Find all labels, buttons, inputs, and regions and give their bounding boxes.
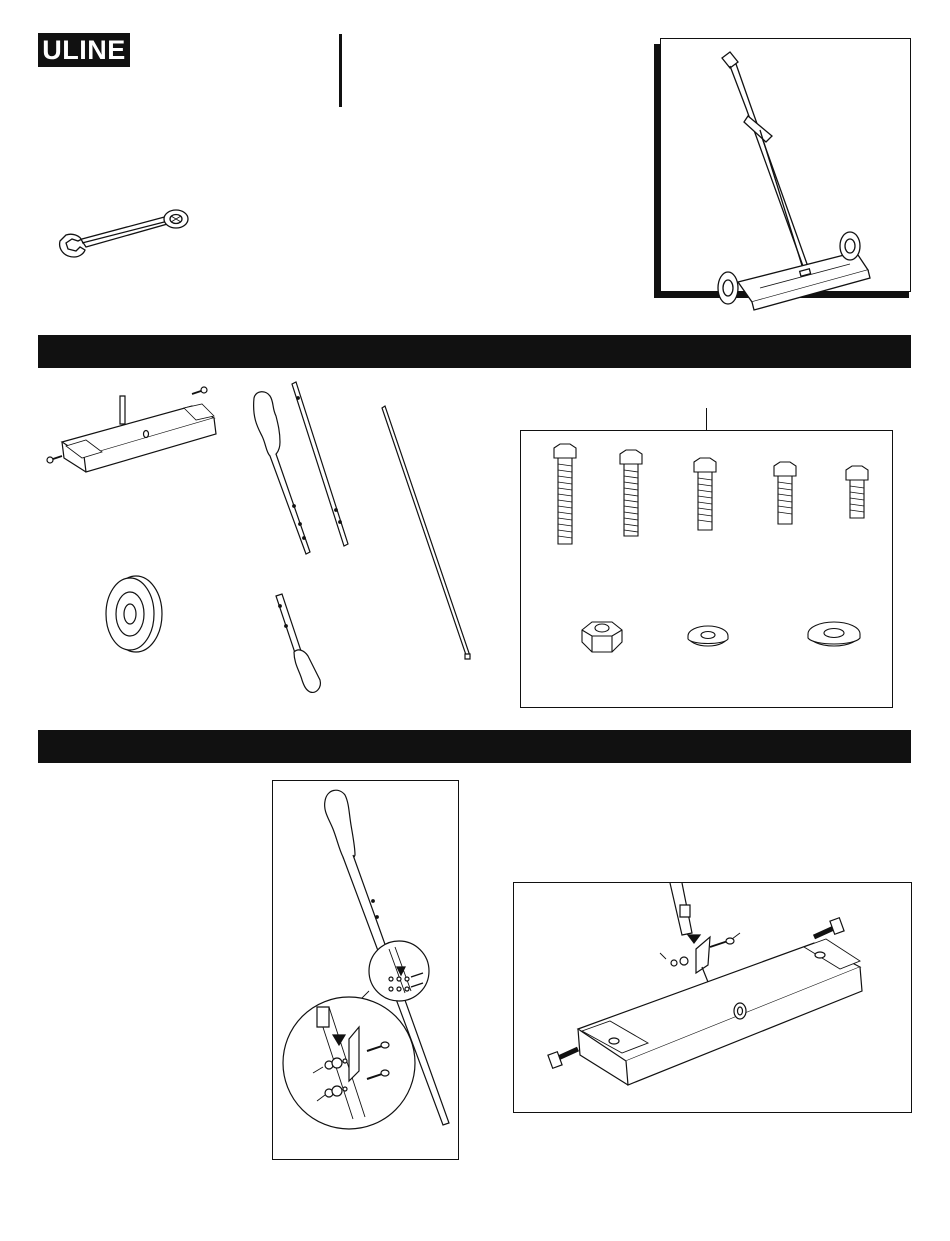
hardware-nuts-washers bbox=[574, 612, 874, 662]
middle-tube-part bbox=[286, 380, 356, 550]
wrench-icon bbox=[54, 205, 190, 265]
assembly-section-bar bbox=[38, 730, 911, 763]
bolt-short bbox=[774, 462, 796, 524]
magnetic-sweeper-illustration bbox=[700, 48, 876, 330]
hardware-bolts bbox=[540, 440, 880, 550]
large-washer bbox=[808, 622, 860, 646]
hex-nut bbox=[582, 622, 622, 652]
bolt-long bbox=[554, 444, 576, 544]
bolt-medium bbox=[694, 458, 716, 530]
bolt-shortest bbox=[846, 466, 868, 518]
lever-handle-part bbox=[272, 592, 332, 698]
header-divider bbox=[339, 34, 342, 107]
magnet-base-part bbox=[42, 382, 222, 490]
hardware-callout-line bbox=[706, 408, 707, 430]
bolt-medium-long bbox=[620, 450, 642, 536]
handle-assembly-drawing bbox=[273, 781, 458, 1159]
small-washer bbox=[688, 626, 728, 646]
parts-section-bar bbox=[38, 335, 911, 368]
release-rod-part bbox=[378, 404, 478, 666]
base-assembly-drawing bbox=[514, 883, 911, 1112]
wheel-part bbox=[100, 570, 166, 656]
uline-logo: ULINE bbox=[38, 33, 130, 67]
